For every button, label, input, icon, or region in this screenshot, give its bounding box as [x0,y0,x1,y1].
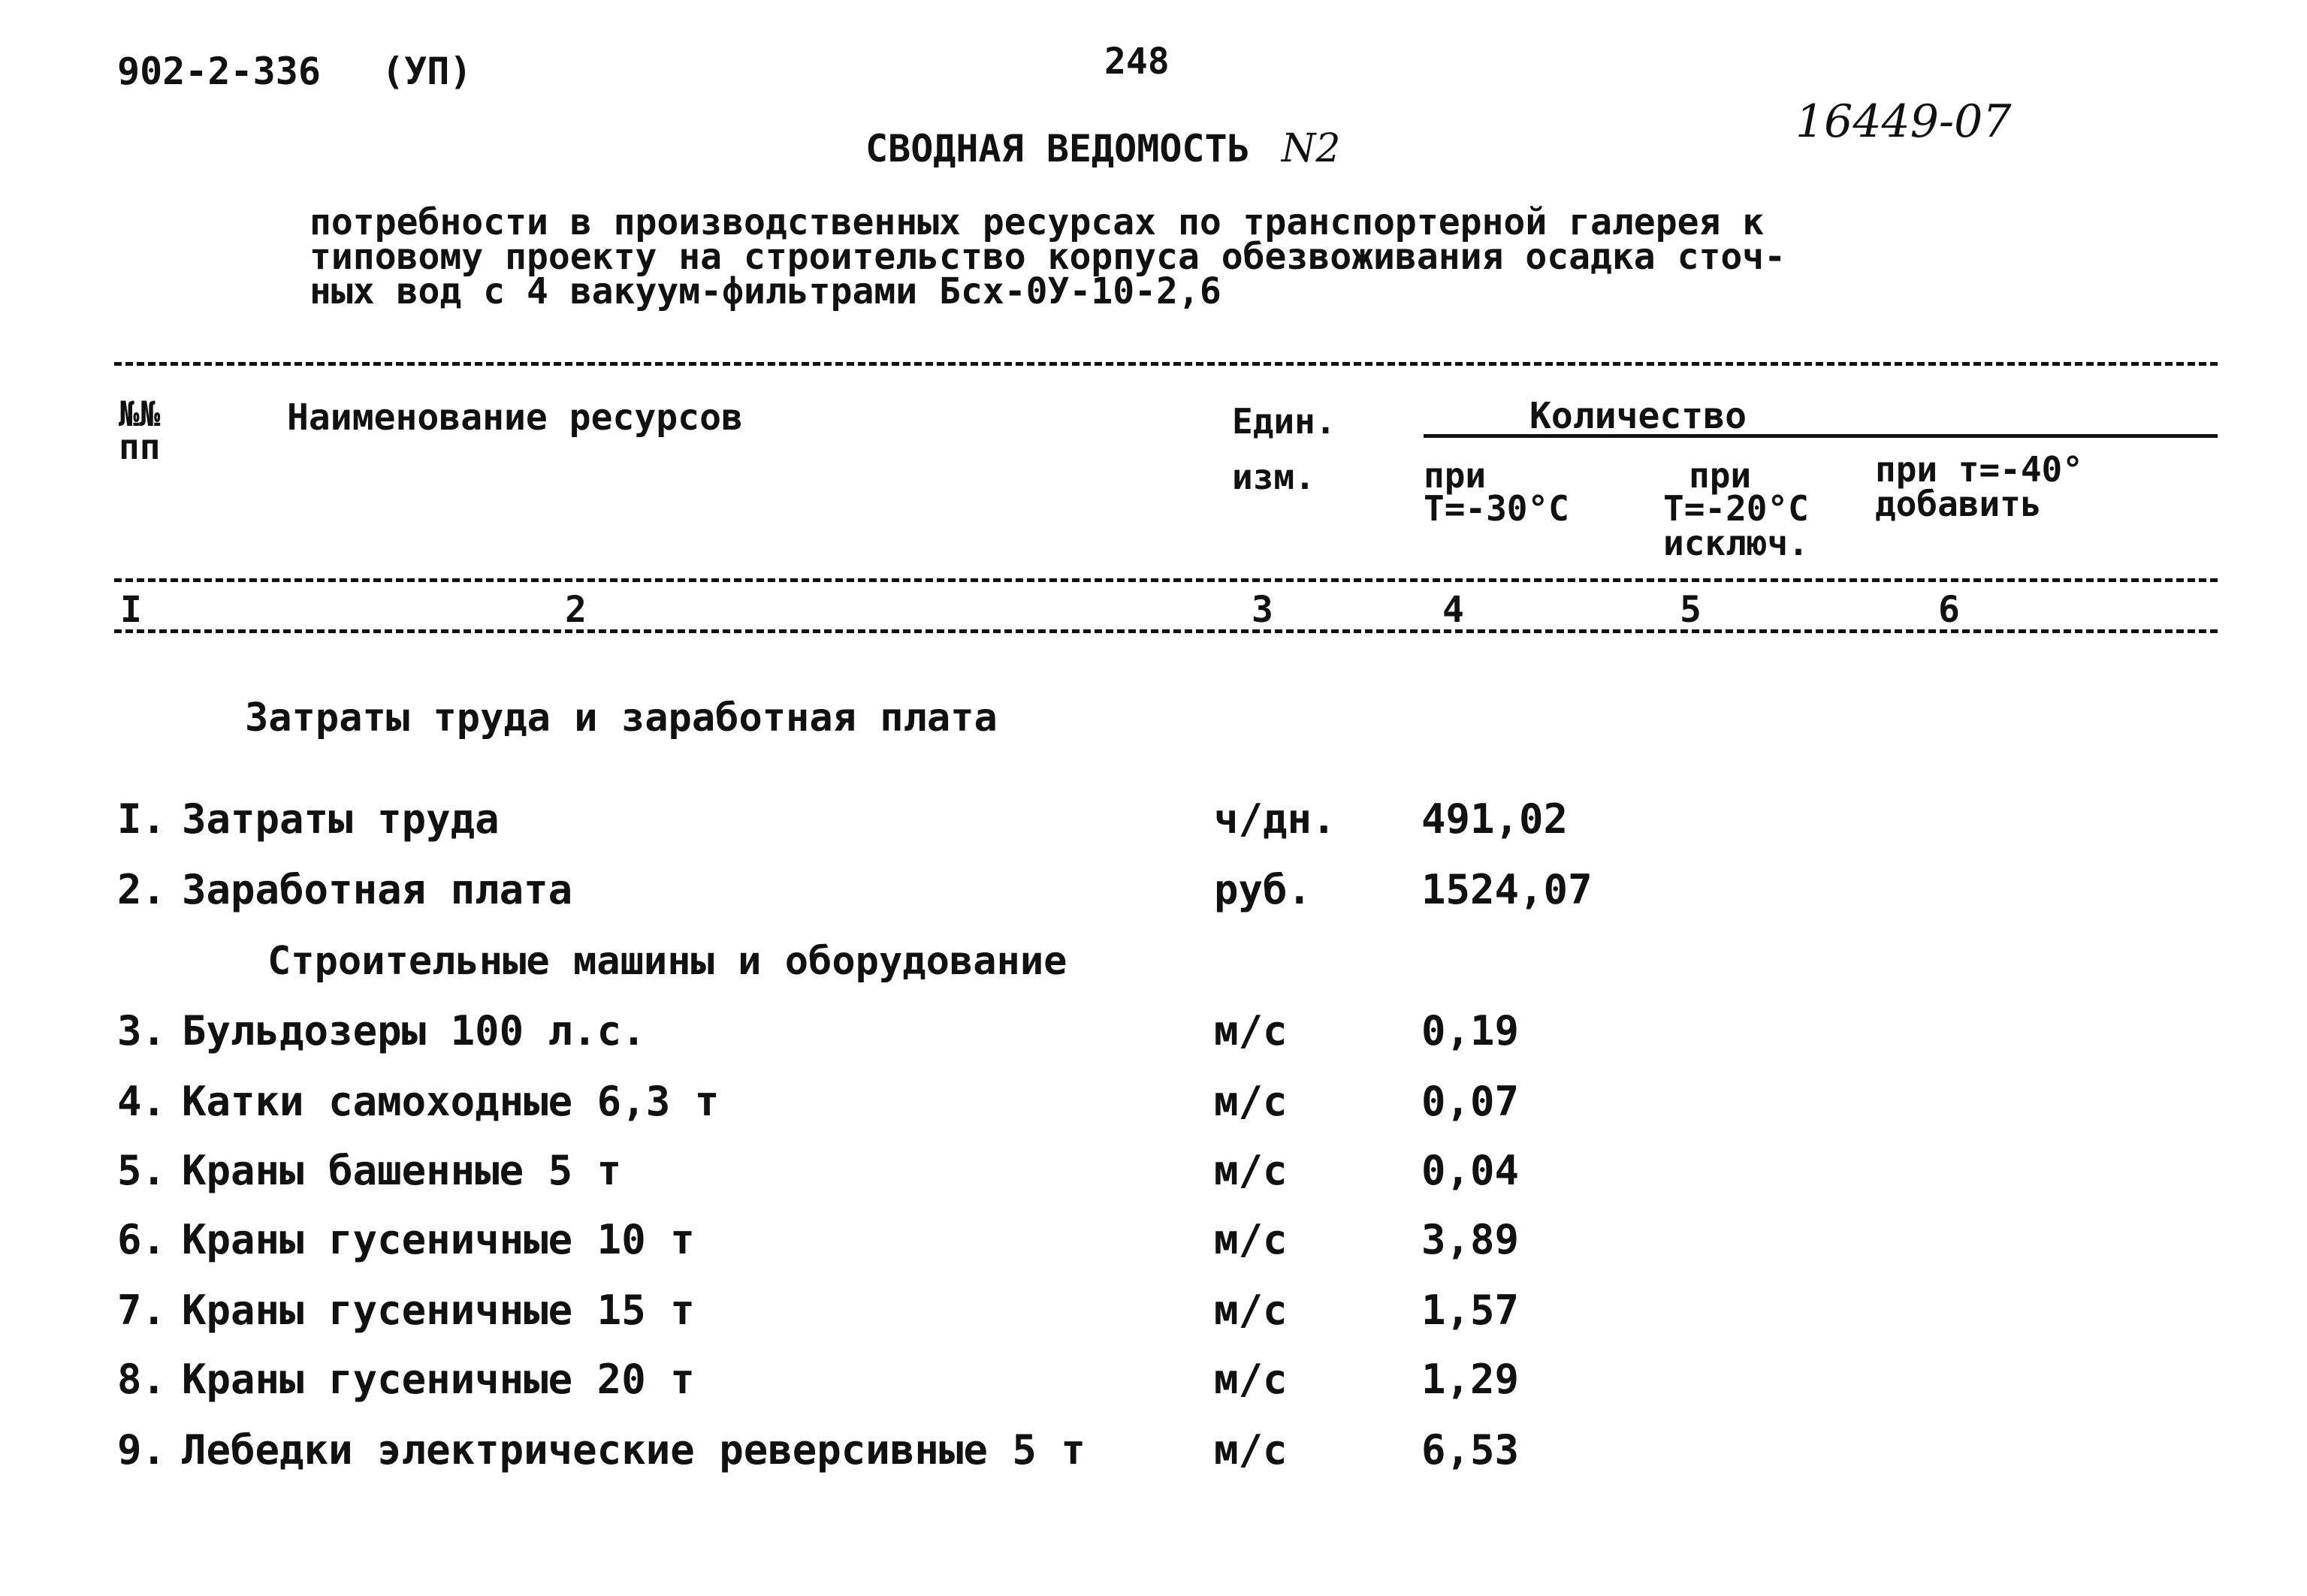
header-col4-line1: при [1424,455,1487,496]
resource-name: Краны башенные 5 т [182,1147,622,1194]
header-quantity: Количество [1529,395,1747,437]
unit: м/с [1214,1007,1288,1054]
column-number-6: 6 [1938,589,1960,631]
header-col6-line2: добавить [1875,484,2042,524]
header-name: Наименование ресурсов [287,397,743,439]
header-col5-line3: исключ. [1663,523,1809,563]
header-col4-line2: Т=-30°С [1424,488,1569,529]
resource-name: Катки самоходные 6,3 т [182,1078,720,1125]
page-title [865,126,1341,171]
row-number: 2. [117,866,167,913]
table-top-rule [114,362,2218,366]
quantity-at-minus-30: 3,89 [1421,1216,1520,1263]
quantity-at-minus-30: 0,04 [1421,1147,1520,1194]
row-number: 6. [117,1216,167,1263]
header-col6-line1: при т=-40° [1875,449,2083,490]
row-number: 7. [117,1287,167,1334]
subtitle-line-3: ных вод с 4 вакуум-фильтрами Бсх-0У-10-2,6 [310,270,1221,312]
quantity-at-minus-30: 0,07 [1421,1078,1520,1125]
column-number-5: 5 [1680,589,1702,631]
resource-name: Затраты труда [182,795,500,843]
quantity-at-minus-30: 1524,07 [1421,866,1593,913]
row-number: 3. [117,1007,167,1054]
unit: м/с [1214,1287,1288,1334]
page-title-text: СВОДНАЯ ВЕДОМОСТЬ [865,127,1250,170]
section-title-labor: Затраты труда и заработная плата [245,695,998,741]
project-code: 902-2-336 [117,50,321,93]
quantity-at-minus-30: 1,57 [1421,1287,1520,1334]
resource-name: Заработная плата [182,866,573,913]
unit: м/с [1214,1078,1288,1125]
quantity-at-minus-30: 0,19 [1421,1007,1520,1054]
header-num-line1: №№ [119,394,161,434]
column-number-2: 2 [565,589,587,631]
page-number: 248 [1104,41,1170,83]
header-col5-line1: при [1689,455,1752,496]
subtitle-line-2: типовому проекту на строительство корпуса обезвоживания осадка сточ- [310,236,1786,278]
quantity-at-minus-30: 491,02 [1421,795,1569,843]
resource-name: Бульдозеры 100 л.с. [182,1007,646,1054]
subtitle-line-1: потребности в производственных ресурсах по транспортерной галерея к [310,201,1765,243]
unit: ч/дн. [1214,795,1336,843]
unit: м/с [1214,1147,1288,1194]
section-title-machines: Строительные машины и оборудование [267,939,1067,984]
unit: руб. [1214,866,1312,913]
project-suffix: (УП) [382,50,473,93]
archive-stamp: 16449-07 [1795,95,2012,148]
column-number-4: 4 [1442,589,1464,631]
row-number: 5. [117,1147,167,1194]
header-unit-line1: Един. [1232,401,1336,442]
header-num-line2: пп [119,427,161,467]
row-number: 4. [117,1078,167,1125]
unit: м/с [1214,1216,1288,1263]
row-number: I. [117,795,167,843]
header-unit-line2: изм. [1232,457,1315,497]
page-title-number: N2 [1281,126,1341,171]
row-number: 9. [117,1426,167,1474]
unit: м/с [1214,1426,1288,1474]
quantity-at-minus-30: 1,29 [1421,1356,1520,1403]
row-number: 8. [117,1356,167,1403]
resource-name: Краны гусеничные 10 т [182,1216,695,1263]
quantity-at-minus-30: 6,53 [1421,1426,1520,1474]
quantity-underline [1424,434,2218,438]
unit: м/с [1214,1356,1288,1403]
column-number-3: 3 [1252,589,1273,631]
resource-name: Краны гусеничные 15 т [182,1287,695,1334]
header-bottom-rule [114,578,2218,582]
column-numbers-rule [114,629,2218,633]
resource-name: Краны гусеничные 20 т [182,1356,695,1403]
resource-name: Лебедки электрические реверсивные 5 т [182,1426,1086,1474]
header-col5-line2: Т=-20°С [1663,488,1809,529]
column-number-1: I [120,589,142,631]
